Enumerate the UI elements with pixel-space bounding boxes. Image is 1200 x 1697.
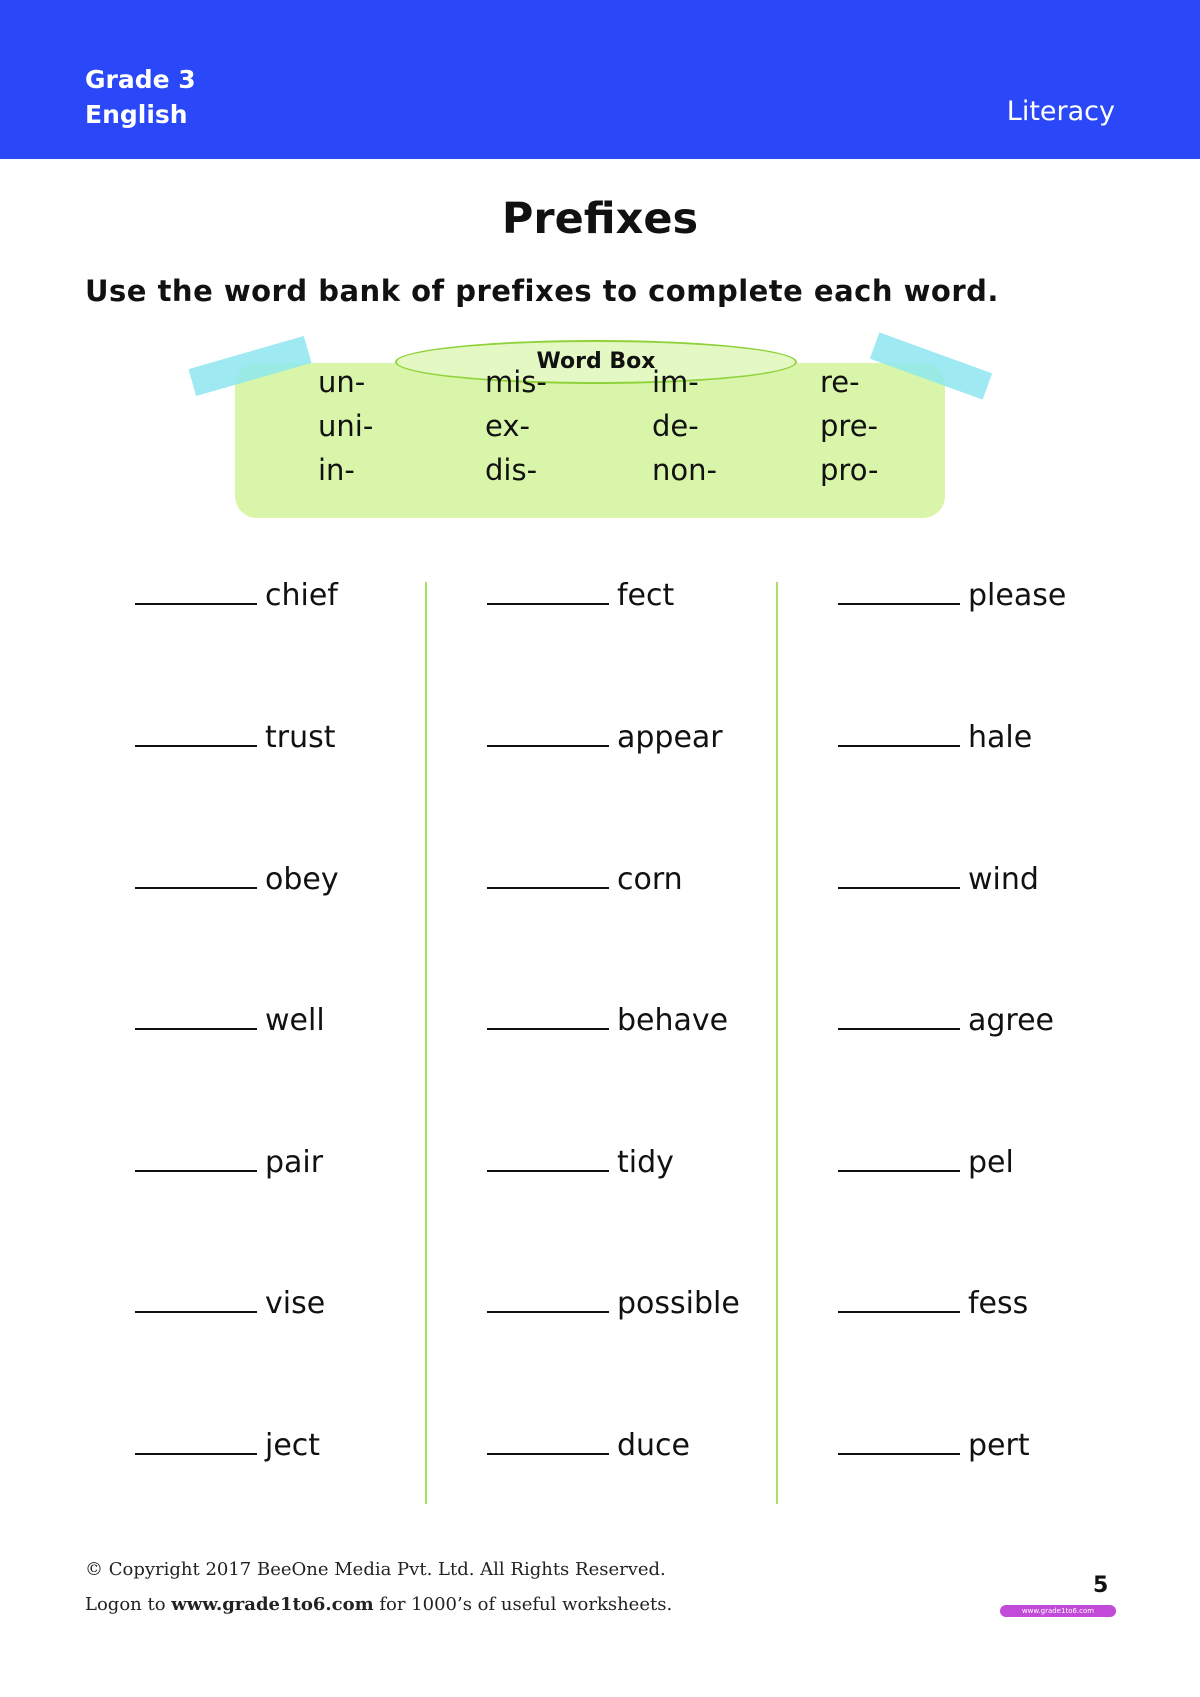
exercise-item xyxy=(487,1144,674,1180)
category-label: Literacy xyxy=(1006,96,1115,127)
word-stem: wind xyxy=(968,862,1039,897)
answer-blank[interactable] xyxy=(135,1427,257,1455)
prefix-item: mis- xyxy=(485,365,547,399)
exercise-item xyxy=(838,577,1066,613)
exercise-item xyxy=(135,1144,323,1180)
answer-blank[interactable] xyxy=(487,1144,609,1172)
exercise-item xyxy=(487,1002,728,1038)
logon-prefix: Logon to xyxy=(85,1594,172,1615)
exercise-item xyxy=(838,1002,1054,1038)
answer-blank[interactable] xyxy=(135,719,257,747)
exercise-item xyxy=(838,1285,1028,1321)
exercise-item xyxy=(838,1144,1014,1180)
grade-label: Grade 3 xyxy=(85,65,196,94)
answer-blank[interactable] xyxy=(135,861,257,889)
exercise-item xyxy=(135,861,339,897)
page-title: Prefixes xyxy=(501,194,699,244)
word-stem: vise xyxy=(265,1286,326,1321)
word-stem: agree xyxy=(968,1003,1055,1038)
word-stem: fect xyxy=(617,578,675,613)
answer-blank[interactable] xyxy=(135,1002,257,1030)
word-stem: ject xyxy=(265,1428,321,1463)
word-stem: appear xyxy=(617,720,723,755)
word-stem: tidy xyxy=(617,1145,674,1180)
prefix-item: de- xyxy=(652,409,699,443)
prefix-item: pro- xyxy=(820,453,879,487)
prefix-item: in- xyxy=(318,453,355,487)
answer-blank[interactable] xyxy=(487,1285,609,1313)
exercise-item xyxy=(838,1427,1030,1463)
exercise-item xyxy=(487,719,723,755)
word-stem: duce xyxy=(617,1428,691,1463)
page-number: 5 xyxy=(1093,1573,1109,1598)
prefix-item: un- xyxy=(318,365,366,399)
prefix-item: pre- xyxy=(820,409,878,443)
instruction-text: Use the word bank of prefixes to complete each word. xyxy=(85,274,999,308)
prefix-item: im- xyxy=(652,365,699,399)
answer-blank[interactable] xyxy=(838,577,960,605)
copyright-text: © Copyright 2017 BeeOne Media Pvt. Ltd. All Rights Reserved. xyxy=(85,1559,666,1580)
prefix-item: re- xyxy=(820,365,860,399)
exercise-item xyxy=(135,1285,325,1321)
exercise-item xyxy=(135,719,336,755)
answer-blank[interactable] xyxy=(838,1285,960,1313)
prefix-item: ex- xyxy=(485,409,530,443)
word-stem: please xyxy=(968,578,1067,613)
answer-blank[interactable] xyxy=(135,577,257,605)
exercise-item xyxy=(838,719,1032,755)
subject-label: English xyxy=(85,100,188,129)
exercise-item xyxy=(487,1285,740,1321)
header-banner xyxy=(0,0,1200,159)
word-stem: corn xyxy=(617,862,683,897)
prefix-item: uni- xyxy=(318,409,374,443)
site-badge: www.grade1to6.com xyxy=(1000,1605,1116,1617)
logon-site-link[interactable]: www.grade1to6.com xyxy=(171,1594,374,1615)
exercise-item xyxy=(135,577,338,613)
exercise-item xyxy=(487,861,683,897)
column-divider-1 xyxy=(425,582,427,1504)
word-stem: possible xyxy=(617,1286,740,1321)
answer-blank[interactable] xyxy=(487,861,609,889)
word-stem: behave xyxy=(617,1003,729,1038)
answer-blank[interactable] xyxy=(487,719,609,747)
word-stem: pel xyxy=(968,1145,1014,1180)
word-stem: hale xyxy=(968,720,1033,755)
answer-blank[interactable] xyxy=(838,861,960,889)
answer-blank[interactable] xyxy=(838,1427,960,1455)
answer-blank[interactable] xyxy=(838,1002,960,1030)
column-divider-2 xyxy=(776,582,778,1504)
word-stem: pert xyxy=(968,1428,1030,1463)
answer-blank[interactable] xyxy=(487,1427,609,1455)
exercise-item xyxy=(487,577,674,613)
prefix-item: dis- xyxy=(485,453,538,487)
grade-subject xyxy=(85,62,196,132)
exercise-item xyxy=(135,1002,325,1038)
prefix-item: non- xyxy=(652,453,717,487)
answer-blank[interactable] xyxy=(135,1285,257,1313)
logon-text xyxy=(85,1594,672,1615)
exercise-item xyxy=(487,1427,690,1463)
word-stem: trust xyxy=(265,720,336,755)
answer-blank[interactable] xyxy=(135,1144,257,1172)
word-stem: obey xyxy=(265,862,339,897)
word-box-label: Word Box xyxy=(395,340,797,384)
answer-blank[interactable] xyxy=(487,577,609,605)
answer-blank[interactable] xyxy=(838,719,960,747)
exercise-item xyxy=(135,1427,320,1463)
answer-blank[interactable] xyxy=(487,1002,609,1030)
word-stem: well xyxy=(265,1003,325,1038)
answer-blank[interactable] xyxy=(838,1144,960,1172)
exercise-item xyxy=(838,861,1039,897)
logon-suffix: for 1000’s of useful worksheets. xyxy=(373,1594,673,1615)
word-stem: chief xyxy=(265,578,338,613)
word-stem: fess xyxy=(968,1286,1029,1321)
word-stem: pair xyxy=(265,1145,324,1180)
